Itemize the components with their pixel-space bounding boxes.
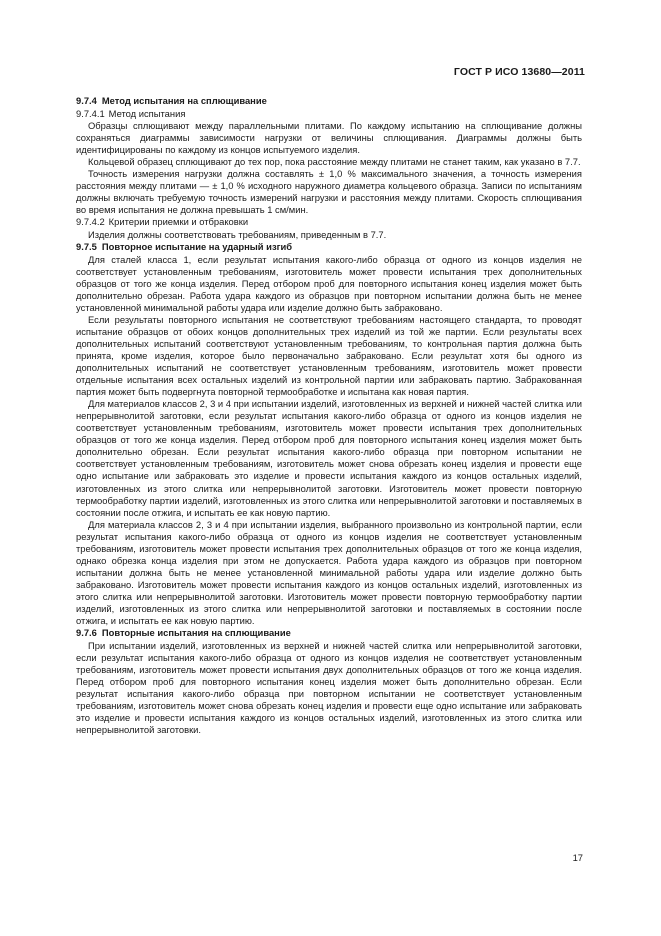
section-number: 9.7.5 xyxy=(76,240,97,252)
subsection-heading-9-7-4-1 xyxy=(76,108,582,120)
subsection-heading-9-7-4-2 xyxy=(76,216,582,228)
subsection-title: Метод испытания xyxy=(108,108,186,120)
subsection-number: 9.7.4.2 xyxy=(76,216,105,228)
section-number: 9.7.4 xyxy=(76,95,97,106)
paragraph: Для сталей класса 1, если результат испытания какого-либо образца от одного из концов изделия не соответствует установленным требованиям, изготовитель может провести испытания трех дополнительных образцов от того же конца изделия. Перед отбором проб для повторного испытания конец изделия может быть дополнительно обрезан. Работа удара каждого из образцов при повторном испытании должна быть не менее установленной минимальной работы удара или изделие должно быть забраковано. xyxy=(76,253,582,313)
paragraph: Для материала классов 2, 3 и 4 при испытании изделия, выбранного произвольно из контрольной партии, если результат испытания какого-либо образца от одного из концов изделия не соответствует установленным требованиям, изготовитель может провести испытания трех дополнительных образцов от того же конца изделия, однако обрезка конца изделия при этом не допускается. Работа удара каждого из образцов при повторном испытании должна быть не менее установленной минимальной работы удара или изделие должно быть забраковано. Изготовитель может провести испытания каждого из концов остальных изделий, изготовленных из этого слитка или непрерывнолитой заготовки. Изготовитель может провести повторную термообработку партии изделий, изготовленных из этого слитка или непрерывнолитой заготовки и поставляемых в состоянии после отжига, и испытать ее как новую партию. xyxy=(76,518,582,627)
document-body xyxy=(76,95,582,736)
section-heading-9-7-6 xyxy=(76,627,582,639)
section-heading-9-7-4 xyxy=(76,95,582,107)
page-number: 17 xyxy=(572,852,583,863)
paragraph: При испытании изделий, изготовленных из верхней и нижней частей слитка или непрерывнолитой заготовки, если результат испытания какого-либо образца от одного из концов изделия не соответствует установленным требованиям, изготовитель может провести испытания двух дополнительных образцов от того же конца изделия. Перед отбором проб для повторного испытания конец изделия может быть дополнительно обрезан. Если результат испытания какого-либо образца при повторном испытании не соответствует установленным требованиям, изготовитель может снова обрезать конец изделия и провести еще одно испытание или забраковать это изделие и провести испытания каждого из концов остальных изделий, изготовленных из этого слитка или непрерывнолитой заготовки. xyxy=(76,640,582,736)
standard-designation: ГОСТ Р ИСО 13680—2011 xyxy=(453,66,585,78)
paragraph: Образцы сплющивают между параллельными плитами. По каждому испытанию на сплющивание должны сохраняться диаграммы зависимости нагрузки от величины сплющивания. Диаграммы должны быть идентифицированы по каждому из концов испытуемого изделия. xyxy=(76,120,582,156)
section-number: 9.7.6 xyxy=(76,627,97,639)
section-title: Повторные испытания на сплющивание xyxy=(101,627,291,639)
paragraph: Для материалов классов 2, 3 и 4 при испытании изделий, изготовленных из верхней и нижней частей слитка или непрерывнолитой заготовки, если результат испытания какого-либо образца от одного из концов изделия не соответствует установленным требованиям, изготовитель может провести испытания трех дополнительных образцов от того же конца изделия. Перед отбором проб для повторного испытания конец изделия может быть дополнительно обрезан. Если результат испытания какого-либо образца при повторном испытании не соответствует установленным требованиям, изготовитель может снова обрезать конец изделия и провести еще одно испытание или забраковать это изделие и провести испытания каждого из концов остальных изделий, изготовленных из этого слитка или непрерывнолитой заготовки. Изготовитель может провести повторную термообработку партии изделий, изготовленных из этого слитка или непрерывнолитой заготовки и поставляемых в состоянии после отжига, и испытать ее как новую партию. xyxy=(76,398,582,518)
subsection-number: 9.7.4.1 xyxy=(76,108,105,120)
paragraph: Изделия должны соответствовать требованиям, приведенным в 7.7. xyxy=(88,228,387,240)
section-title: Повторное испытание на ударный изгиб xyxy=(101,240,293,252)
paragraph: Точность измерения нагрузки должна составлять ± 1,0 % максимального значения, а точность измерения расстояния между плитами — ± 1,0 % исходного наружного диаметра кольцевого образца. Записи по испытаниям должны включать требуемую точность измерений нагрузки и расстояния между плитами. Скорость сплющивания во время испытания не должна превышать 1 см/мин. xyxy=(76,168,582,216)
section-heading-9-7-5 xyxy=(76,241,582,253)
paragraph: Кольцевой образец сплющивают до тех пор, пока расстояние между плитами не станет таким, как указано в 7.7. xyxy=(88,156,581,168)
paragraph: Если результаты повторного испытания не соответствуют требованиям настоящего стандарта, то проводят испытание образцов от обоих концов дополнительных трех изделий из той же партии. Если результаты всех дополнительных испытаний соответствуют установленным требованиям, то контрольная партия должна быть принята, кроме изделия, которое было первоначально забраковано. Если результат хотя бы одного из дополнительных испытаний не соответствует установленным требованиям, изготовитель может провести отдельные испытания всех остальных изделий из контрольной партии или забраковать партию. Забракованная партия может быть подвергнута повторной термообработке и испытана как новая партия. xyxy=(76,313,582,398)
section-title: Метод испытания на сплющивание xyxy=(101,95,267,106)
subsection-title: Критерии приемки и отбраковки xyxy=(108,216,249,228)
